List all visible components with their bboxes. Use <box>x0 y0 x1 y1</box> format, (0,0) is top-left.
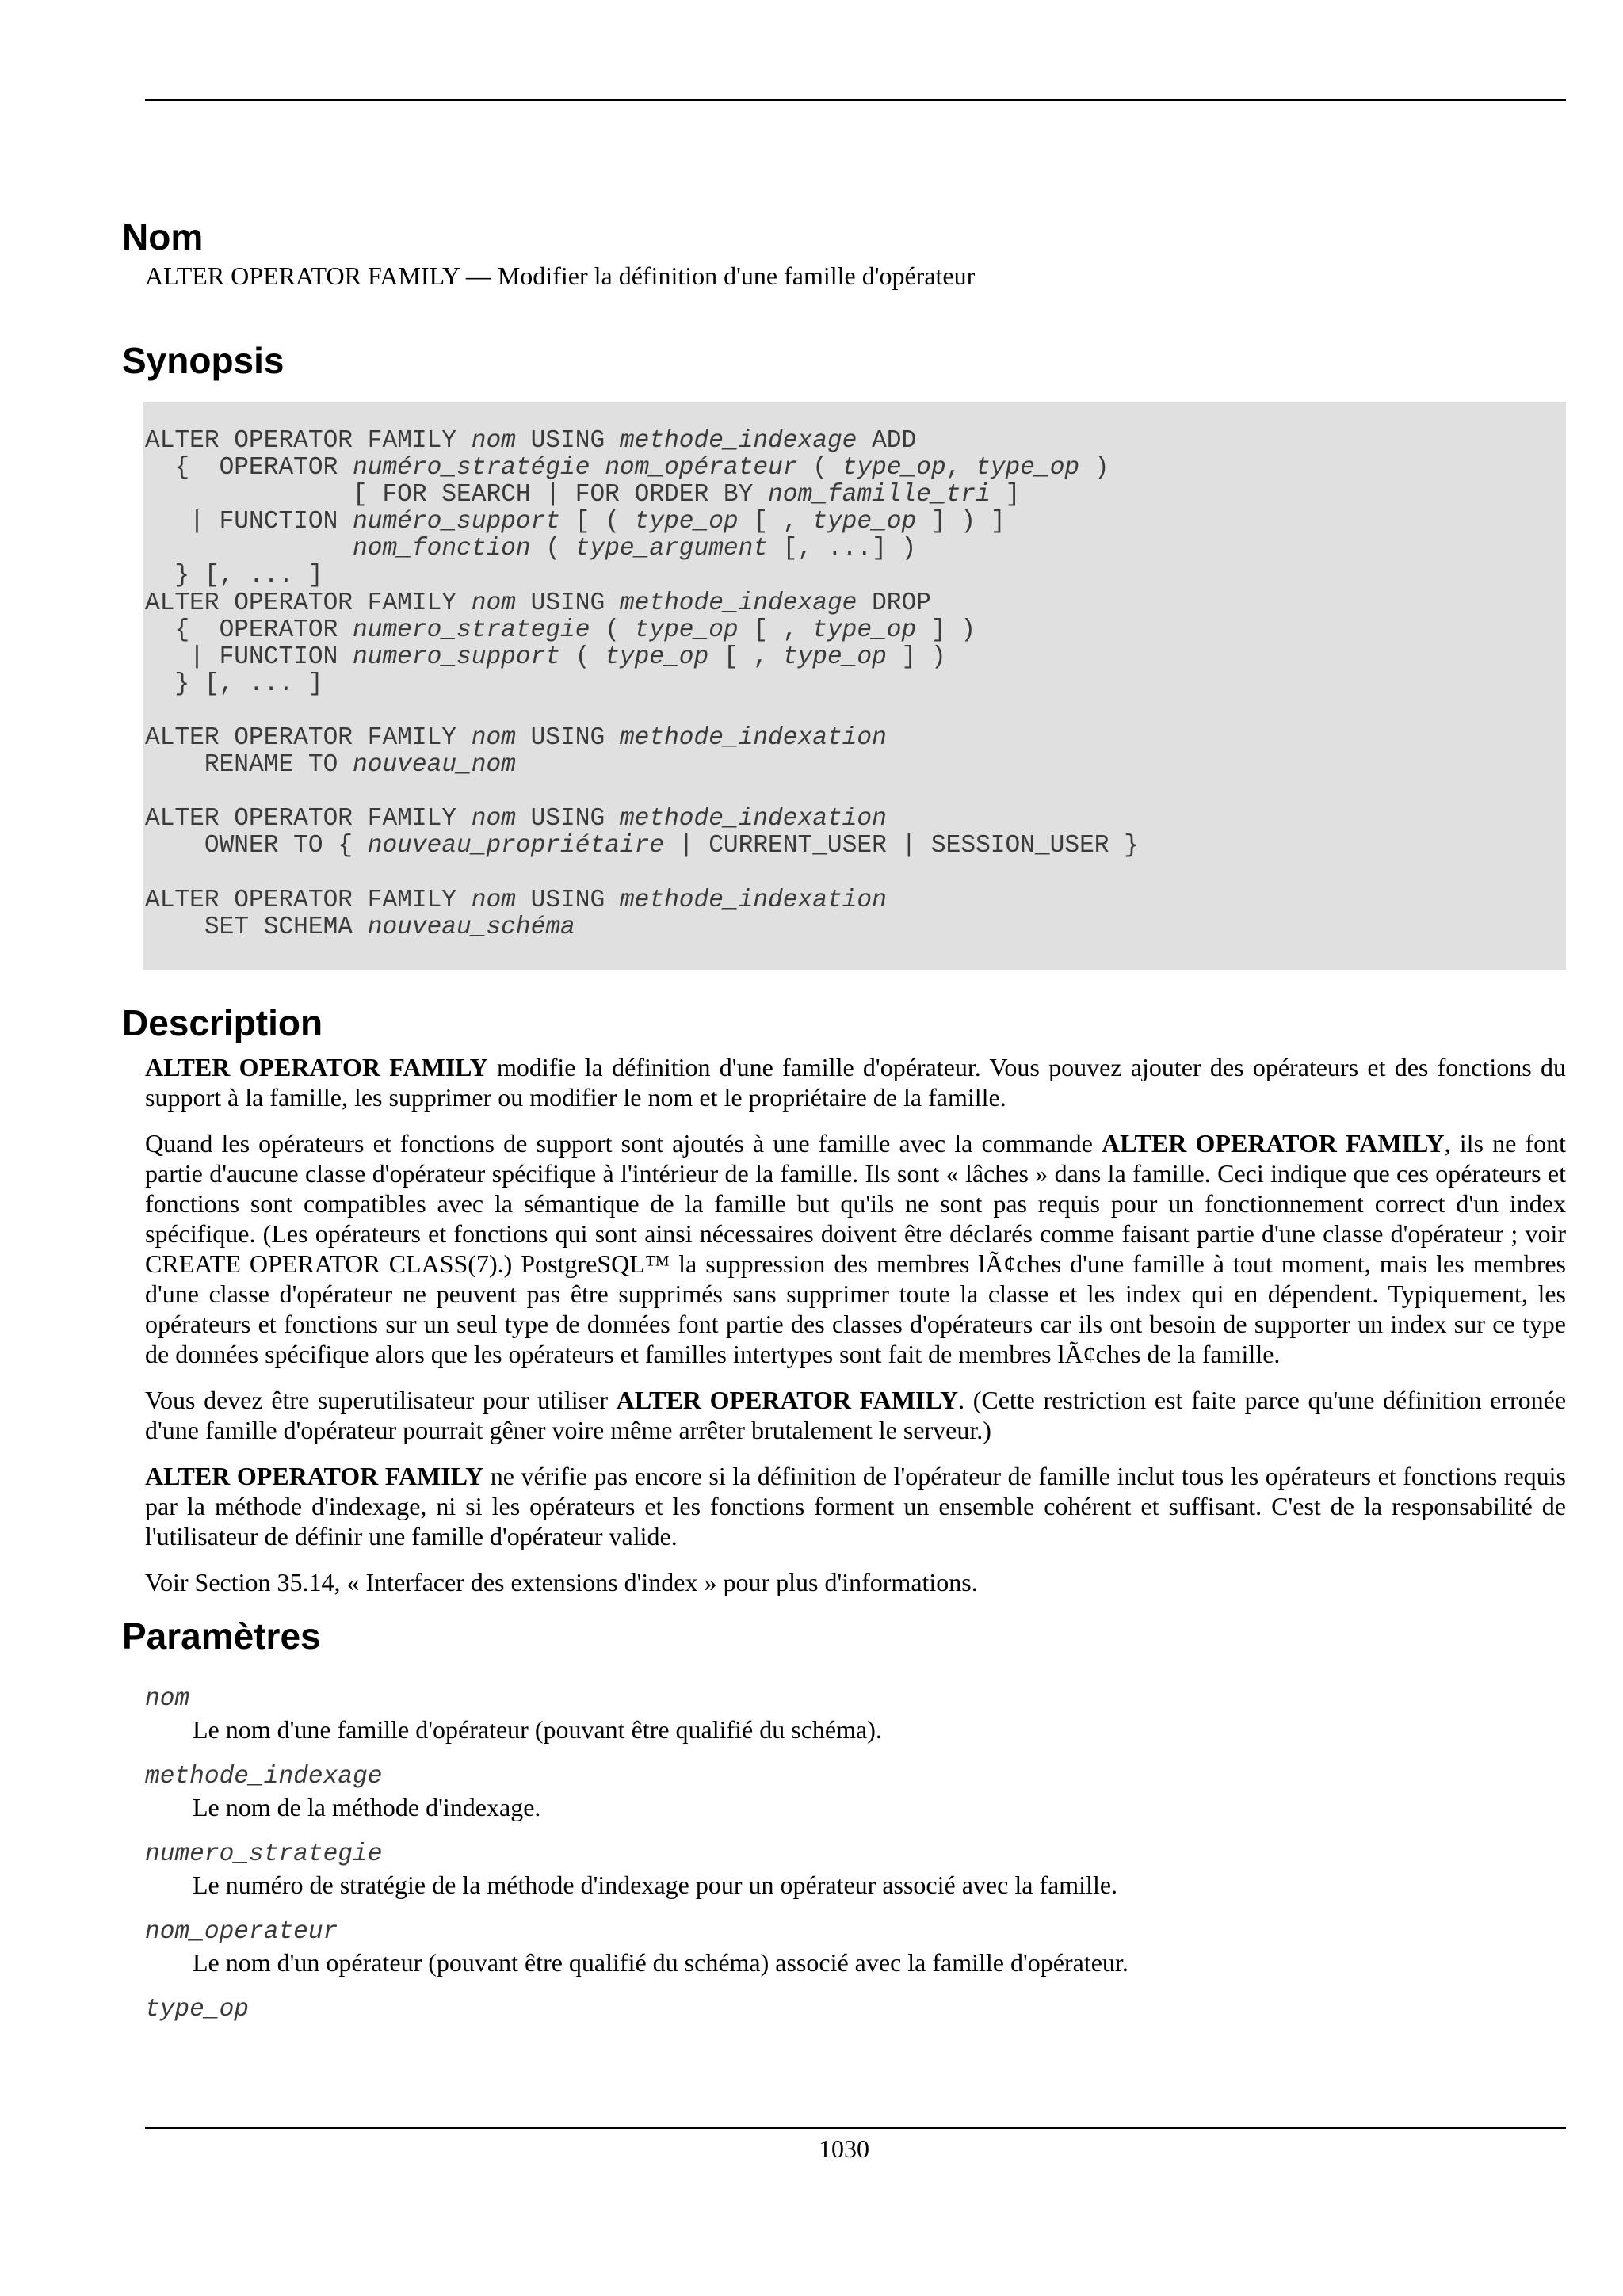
synopsis-keyword-text: USING <box>515 886 620 914</box>
synopsis-line <box>145 806 1566 833</box>
synopsis-placeholder: nouveau_propriétaire <box>367 832 665 860</box>
synopsis-keyword-text: ( <box>797 454 842 482</box>
description-paragraph <box>145 1567 1566 1597</box>
synopsis-line <box>145 887 1566 914</box>
header-rule <box>145 99 1566 101</box>
synopsis-line <box>145 725 1566 752</box>
parameter-term: methode_indexage <box>145 1762 383 1791</box>
synopsis-blank-line <box>145 698 1566 725</box>
synopsis-placeholder: nom <box>471 805 516 833</box>
nom-heading: Nom <box>122 216 204 257</box>
synopsis-placeholder: nom_famille_tri <box>768 481 991 509</box>
synopsis-placeholder: nom <box>471 427 516 455</box>
paragraph-text: , ils ne font partie d'aucune classe d'opérateur spécifique à l'intérieur de la famille. Ils sont « lâches » dans la famille. Ceci indique que ces opérateurs et fonctions sont compatibles avec la sémantique de la famille but qu'ils ne sont pas requis pour un fonctionnement correct d'un index spécifique. (Les opérateurs et fonctions qui sont ainsi nécessaires doivent être déclarés comme faisant partie d'une classe d'opérateur ; voir CREATE OPERATOR CLASS(7).) PostgreSQL™ la suppression des membres lÃ¢ches d'une famille à tout moment, mais les membres d'une classe d'opérateur ne peuvent pas être supprimés sans supprimer toute la classe et les index qui en dépendent. Typiquement, les opérateurs et fonctions sur un seul type de données font partie des classes d'opérateurs car ils ont besoin de supporter un index sur ce type de données spécifique alors que les opérateurs et familles intertypes sont fait de membres lÃ¢ches de la famille. <box>145 1128 1567 1368</box>
paragraph-text: Vous devez être superutilisateur pour utiliser <box>145 1385 617 1414</box>
synopsis-keyword-text: ) <box>1079 454 1109 482</box>
parameter-term: nom <box>145 1684 190 1713</box>
command-tagline: ALTER OPERATOR FAMILY — Modifier la définition d'une famille d'opérateur <box>145 261 976 290</box>
synopsis-keyword-text: USING <box>515 427 620 455</box>
synopsis-placeholder: type_op <box>842 454 946 482</box>
synopsis-placeholder: type_op <box>634 616 739 644</box>
synopsis-placeholder: type_op <box>812 616 917 644</box>
page-content <box>122 214 1566 2025</box>
synopsis-placeholder: nom_fonction <box>353 535 531 563</box>
paragraph-text: Quand les opérateurs et fonctions de support sont ajoutés à une famille avec la commande <box>145 1128 1102 1158</box>
synopsis-line <box>145 833 1566 860</box>
synopsis-placeholder: numéro_support <box>353 508 561 536</box>
parameter-term: nom_operateur <box>145 1917 338 1946</box>
synopsis-keyword-text: ADD <box>857 427 917 455</box>
parametres-section <box>122 1613 1566 2025</box>
synopsis-placeholder: type_argument <box>575 535 769 563</box>
synopsis-placeholder: nom <box>471 886 516 914</box>
synopsis-keyword-text: [ ( <box>560 508 635 536</box>
synopsis-keyword-text: RENAME TO <box>145 751 353 780</box>
synopsis-line <box>145 752 1566 779</box>
synopsis-line <box>145 671 1566 698</box>
synopsis-keyword-text: [ , <box>738 508 813 536</box>
synopsis-line <box>145 644 1566 671</box>
synopsis-keyword-text: ( <box>530 535 575 563</box>
synopsis-placeholder: nom <box>471 724 516 753</box>
description-paragraph <box>145 1128 1566 1369</box>
synopsis-line <box>145 428 1566 455</box>
synopsis-heading: Synopsis <box>122 340 285 381</box>
synopsis-placeholder: nom_opérateur <box>605 454 798 482</box>
synopsis-section <box>122 338 1566 970</box>
synopsis-placeholder: type_op <box>634 508 739 536</box>
synopsis-placeholder: nouveau_nom <box>353 751 516 780</box>
footer-rule <box>145 2127 1566 2129</box>
parameter-term: numero_strategie <box>145 1840 383 1868</box>
synopsis-keyword-text: ( <box>590 616 635 644</box>
synopsis-keyword-text: [ , <box>738 616 813 644</box>
description-body <box>145 1052 1566 1597</box>
synopsis-line <box>145 617 1566 644</box>
synopsis-keyword-text: { OPERATOR <box>145 616 353 644</box>
page-number: 1030 <box>819 2134 869 2163</box>
synopsis-line <box>145 590 1566 617</box>
synopsis-blank-line <box>145 779 1566 806</box>
synopsis-keyword-text: [, ...] ) <box>768 535 917 563</box>
synopsis-blank-line <box>145 860 1566 887</box>
synopsis-keyword-text: ] <box>990 481 1021 509</box>
synopsis-placeholder: methode_indexation <box>619 724 887 753</box>
command-name: ALTER OPERATOR FAMILY <box>616 1385 959 1414</box>
synopsis-keyword-text: ALTER OPERATOR FAMILY <box>145 724 472 753</box>
parametres-heading: Paramètres <box>122 1615 321 1657</box>
synopsis-line <box>145 563 1566 589</box>
synopsis-keyword-text: [ , <box>708 643 783 671</box>
synopsis-keyword-text: ] ) ] <box>916 508 1006 536</box>
synopsis-line <box>145 482 1566 509</box>
synopsis-placeholder: numéro_stratégie <box>353 454 590 482</box>
description-paragraph <box>145 1052 1566 1112</box>
synopsis-keyword-text: ALTER OPERATOR FAMILY <box>145 427 472 455</box>
synopsis-placeholder: type_op <box>782 643 887 671</box>
synopsis-placeholder: type_op <box>812 508 917 536</box>
synopsis-keyword-text: | CURRENT_USER | SESSION_USER } <box>664 832 1139 860</box>
synopsis-keyword-text: ] ) <box>916 616 976 644</box>
synopsis-code-block <box>143 402 1566 970</box>
synopsis-placeholder: nom <box>471 589 516 617</box>
synopsis-keyword-text: DROP <box>857 589 931 617</box>
synopsis-placeholder: methode_indexage <box>619 589 857 617</box>
synopsis-line <box>145 536 1566 563</box>
synopsis-keyword-text: SET SCHEMA <box>145 913 368 941</box>
synopsis-placeholder: methode_indexage <box>619 427 857 455</box>
synopsis-keyword-text: USING <box>515 724 620 753</box>
synopsis-keyword-text: { OPERATOR <box>145 454 353 482</box>
synopsis-keyword-text: ] ) <box>886 643 946 671</box>
description-paragraph <box>145 1385 1566 1445</box>
synopsis-keyword-text: OWNER TO { <box>145 832 368 860</box>
synopsis-line <box>145 914 1566 941</box>
paragraph-text: . (Cette restriction est faite parce qu'une définition erronée d'une famille d'opérateur pourrait gêner voire même arrêter brutalement le serveur.) <box>145 1385 1567 1444</box>
description-heading: Description <box>122 1001 323 1043</box>
synopsis-keyword-text: } [, ... ] <box>145 669 323 698</box>
synopsis-keyword-text <box>145 535 353 563</box>
synopsis-placeholder: methode_indexation <box>619 805 887 833</box>
command-name: ALTER OPERATOR FAMILY <box>145 1461 484 1490</box>
synopsis-line <box>145 509 1566 536</box>
command-name: ALTER OPERATOR FAMILY <box>145 1052 488 1081</box>
synopsis-keyword-text: USING <box>515 805 620 833</box>
synopsis-keyword-text: } [, ... ] <box>145 562 323 590</box>
synopsis-keyword-text: ( <box>560 643 605 671</box>
synopsis-line <box>145 455 1566 482</box>
synopsis-keyword-text: USING <box>515 589 620 617</box>
synopsis-placeholder: type_op <box>605 643 709 671</box>
synopsis-placeholder: type_op <box>976 454 1080 482</box>
synopsis-placeholder: numero_strategie <box>353 616 590 644</box>
synopsis-keyword-text: | FUNCTION <box>145 508 353 536</box>
nom-section <box>122 214 1566 292</box>
synopsis-placeholder: numero_support <box>353 643 561 671</box>
synopsis-keyword-text: [ FOR SEARCH | FOR ORDER BY <box>145 481 769 509</box>
synopsis-keyword-text <box>590 454 605 482</box>
description-section <box>122 1000 1566 1597</box>
parameter-definition: Le numéro de stratégie de la méthode d'indexage pour un opérateur associé avec la famille. <box>193 1870 1118 1899</box>
synopsis-keyword-text: ALTER OPERATOR FAMILY <box>145 886 472 914</box>
description-paragraph <box>145 1461 1566 1551</box>
paragraph-text: Voir Section 35.14, « Interfacer des extensions d'index » pour plus d'informations. <box>145 1567 978 1596</box>
synopsis-keyword-text: ALTER OPERATOR FAMILY <box>145 589 472 617</box>
synopsis-placeholder: nouveau_schéma <box>367 913 575 941</box>
parameter-term: type_op <box>145 1995 250 2023</box>
paragraph-text: ne vérifie pas encore si la définition de l'opérateur de famille inclut tous les opérateurs et fonctions requis par la méthode d'indexage, ni si les opérateurs et les fonctions forment un ensemble cohérent et suffisant. C'est de la responsabilité de l'utilisateur de définir une famille d'opérateur valide. <box>145 1461 1567 1550</box>
synopsis-placeholder: methode_indexation <box>619 886 887 914</box>
parameter-definition: Le nom d'un opérateur (pouvant être qualifié du schéma) associé avec la famille d'opérateur. <box>193 1947 1128 1977</box>
synopsis-keyword-text: , <box>945 454 976 482</box>
synopsis-keyword-text: | FUNCTION <box>145 643 353 671</box>
paragraph-text: modifie la définition d'une famille d'opérateur. Vous pouvez ajouter des opérateurs et des fonctions du support à la famille, les supprimer ou modifier le nom et le propriétaire de la famille. <box>145 1052 1566 1112</box>
parameter-definition: Le nom d'une famille d'opérateur (pouvant être qualifié du schéma). <box>193 1714 882 1744</box>
synopsis-keyword-text: ALTER OPERATOR FAMILY <box>145 805 472 833</box>
parameter-list <box>145 1684 1566 2025</box>
command-name: ALTER OPERATOR FAMILY <box>1102 1128 1445 1158</box>
parameter-definition: Le nom de la méthode d'indexage. <box>193 1792 541 1821</box>
